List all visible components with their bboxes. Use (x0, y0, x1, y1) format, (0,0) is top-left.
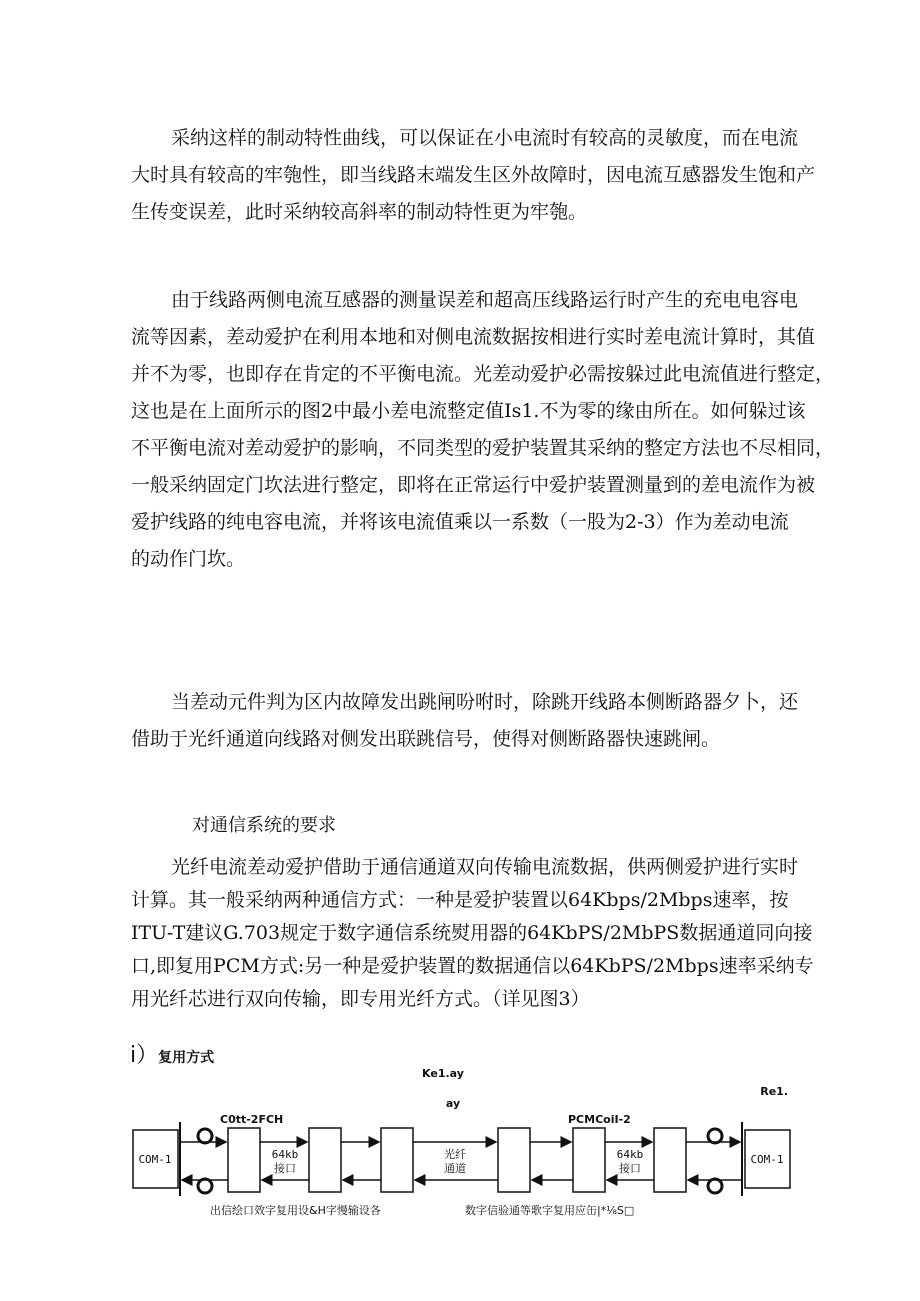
diagram-svg (128, 1060, 798, 1230)
fiber-channel-line2: 通道 (444, 1162, 466, 1175)
paragraph-line: 流等因素，差动爱护在利用本地和对侧电流数据按相进行实时差电流计算时，其值 (131, 326, 816, 348)
device-box (228, 1128, 260, 1192)
fiber-coil-icon (198, 1179, 212, 1193)
device-box (381, 1128, 413, 1192)
label-relay: Ke1.ay (422, 1067, 464, 1080)
paragraph-line: 计算。其一般采纳两种通信方式：一种是爱护装置以64Kbps/2Mbps速率，按 (131, 889, 789, 911)
paragraph-line: 口,即复用PCM方式:另一种是爱护装置的数据通信以64KbPS/2Mbps速率采纳专 (131, 955, 814, 977)
paragraph-3 (131, 684, 799, 758)
figure-caption-text: 复用方式 (158, 1050, 215, 1066)
bottom-caption-right: 数字信验通等歌字复用应缶|*⅛S□ (465, 1204, 635, 1217)
label-relay-ay: ay (445, 1097, 461, 1110)
paragraph-line: ITU-T建议G.703规定于数字通信系统熨用器的64KbPS/2MbPS数据通道同向接 (131, 922, 813, 944)
paragraph-4 (131, 851, 814, 1016)
paragraph-line: 一般采纳固定门坎法进行整定，即将在正常运行中爱护装置测量到的差电流作为被 (131, 474, 816, 496)
multiplex-diagram (128, 1060, 798, 1230)
paragraph-line: 光纤电流差动爱护借助于通信通道双向传输电流数据，供两侧爱护进行实时 (171, 856, 799, 878)
device-box (309, 1128, 341, 1192)
label-rel: Re1. (760, 1085, 788, 1098)
section-heading: 对通信系统的要求 (192, 815, 336, 836)
fiber-coil-icon (708, 1179, 722, 1193)
com-box-right-label: COM-1 (750, 1153, 784, 1166)
com-box-left-label: COM-1 (138, 1153, 172, 1166)
paragraph-line: 当差动元件判为区内故障发出跳闸吩咐时，除跳开线路本侧断路器夕卜，还 (171, 691, 799, 713)
paragraph-line: 由于线路两侧电流互感器的测量误差和超高压线路运行时产生的充电电容电 (171, 289, 799, 311)
label-left-group: C0tt-2FCH (220, 1113, 284, 1126)
paragraph-line: 并不为零，也即存在肯定的不平衡电流。光差动爱护必需按躲过此电流值进行整定， (131, 363, 835, 385)
paragraph-line: 用光纤芯进行双向传输，即专用光纤方式。（详见图3） (131, 988, 590, 1010)
interface-right-line2: 接口 (619, 1162, 641, 1175)
paragraph-line: 爱护线路的纯电容电流，并将该电流值乘以一系数（一股为2-3）作为差动电流 (131, 511, 789, 533)
device-box (498, 1128, 530, 1192)
paragraph-line: 不平衡电流对差动爱护的影响，不同类型的爱护装置其采纳的整定方法也不尽相同， (131, 437, 835, 459)
interface-left-line2: 接口 (274, 1162, 296, 1175)
paragraph-line: 这也是在上面所示的图2中最小差电流整定值Is1.不为零的缘由所在。如何躲过该 (131, 400, 806, 422)
paragraph-line: 借助于光纤通道向线路对侧发出联跳信号，使得对侧断路器快速跳闸。 (131, 728, 721, 750)
figure-caption-prefix: i） (130, 1043, 159, 1068)
bottom-caption-left: 出信绘口效字复用设&H字慢输设各 (210, 1204, 381, 1217)
paragraph-1 (131, 120, 816, 231)
paragraph-2 (131, 282, 835, 578)
label-right-group: PCMCoiI-2 (568, 1113, 631, 1126)
device-box (654, 1128, 686, 1192)
device-box (573, 1128, 605, 1192)
paragraph-line: 大时具有较高的牢匏性，即当线路末端发生区外故障时，因电流互感器发生饱和产 (131, 164, 816, 186)
fiber-coil-icon (708, 1129, 722, 1143)
paragraph-line: 生传变误差，此时采纳较高斜率的制动特性更为牢匏。 (131, 201, 588, 223)
fiber-channel-line1: 光纤 (444, 1148, 466, 1161)
paragraph-line: 的动作门坎。 (131, 548, 246, 570)
interface-left-line1: 64kb (271, 1148, 299, 1161)
paragraph-line: 采纳这样的制动特性曲线，可以保证在小电流时有较高的灵敏度，而在电流 (171, 127, 799, 149)
fiber-coil-icon (198, 1129, 212, 1143)
interface-right-line1: 64kb (616, 1148, 644, 1161)
